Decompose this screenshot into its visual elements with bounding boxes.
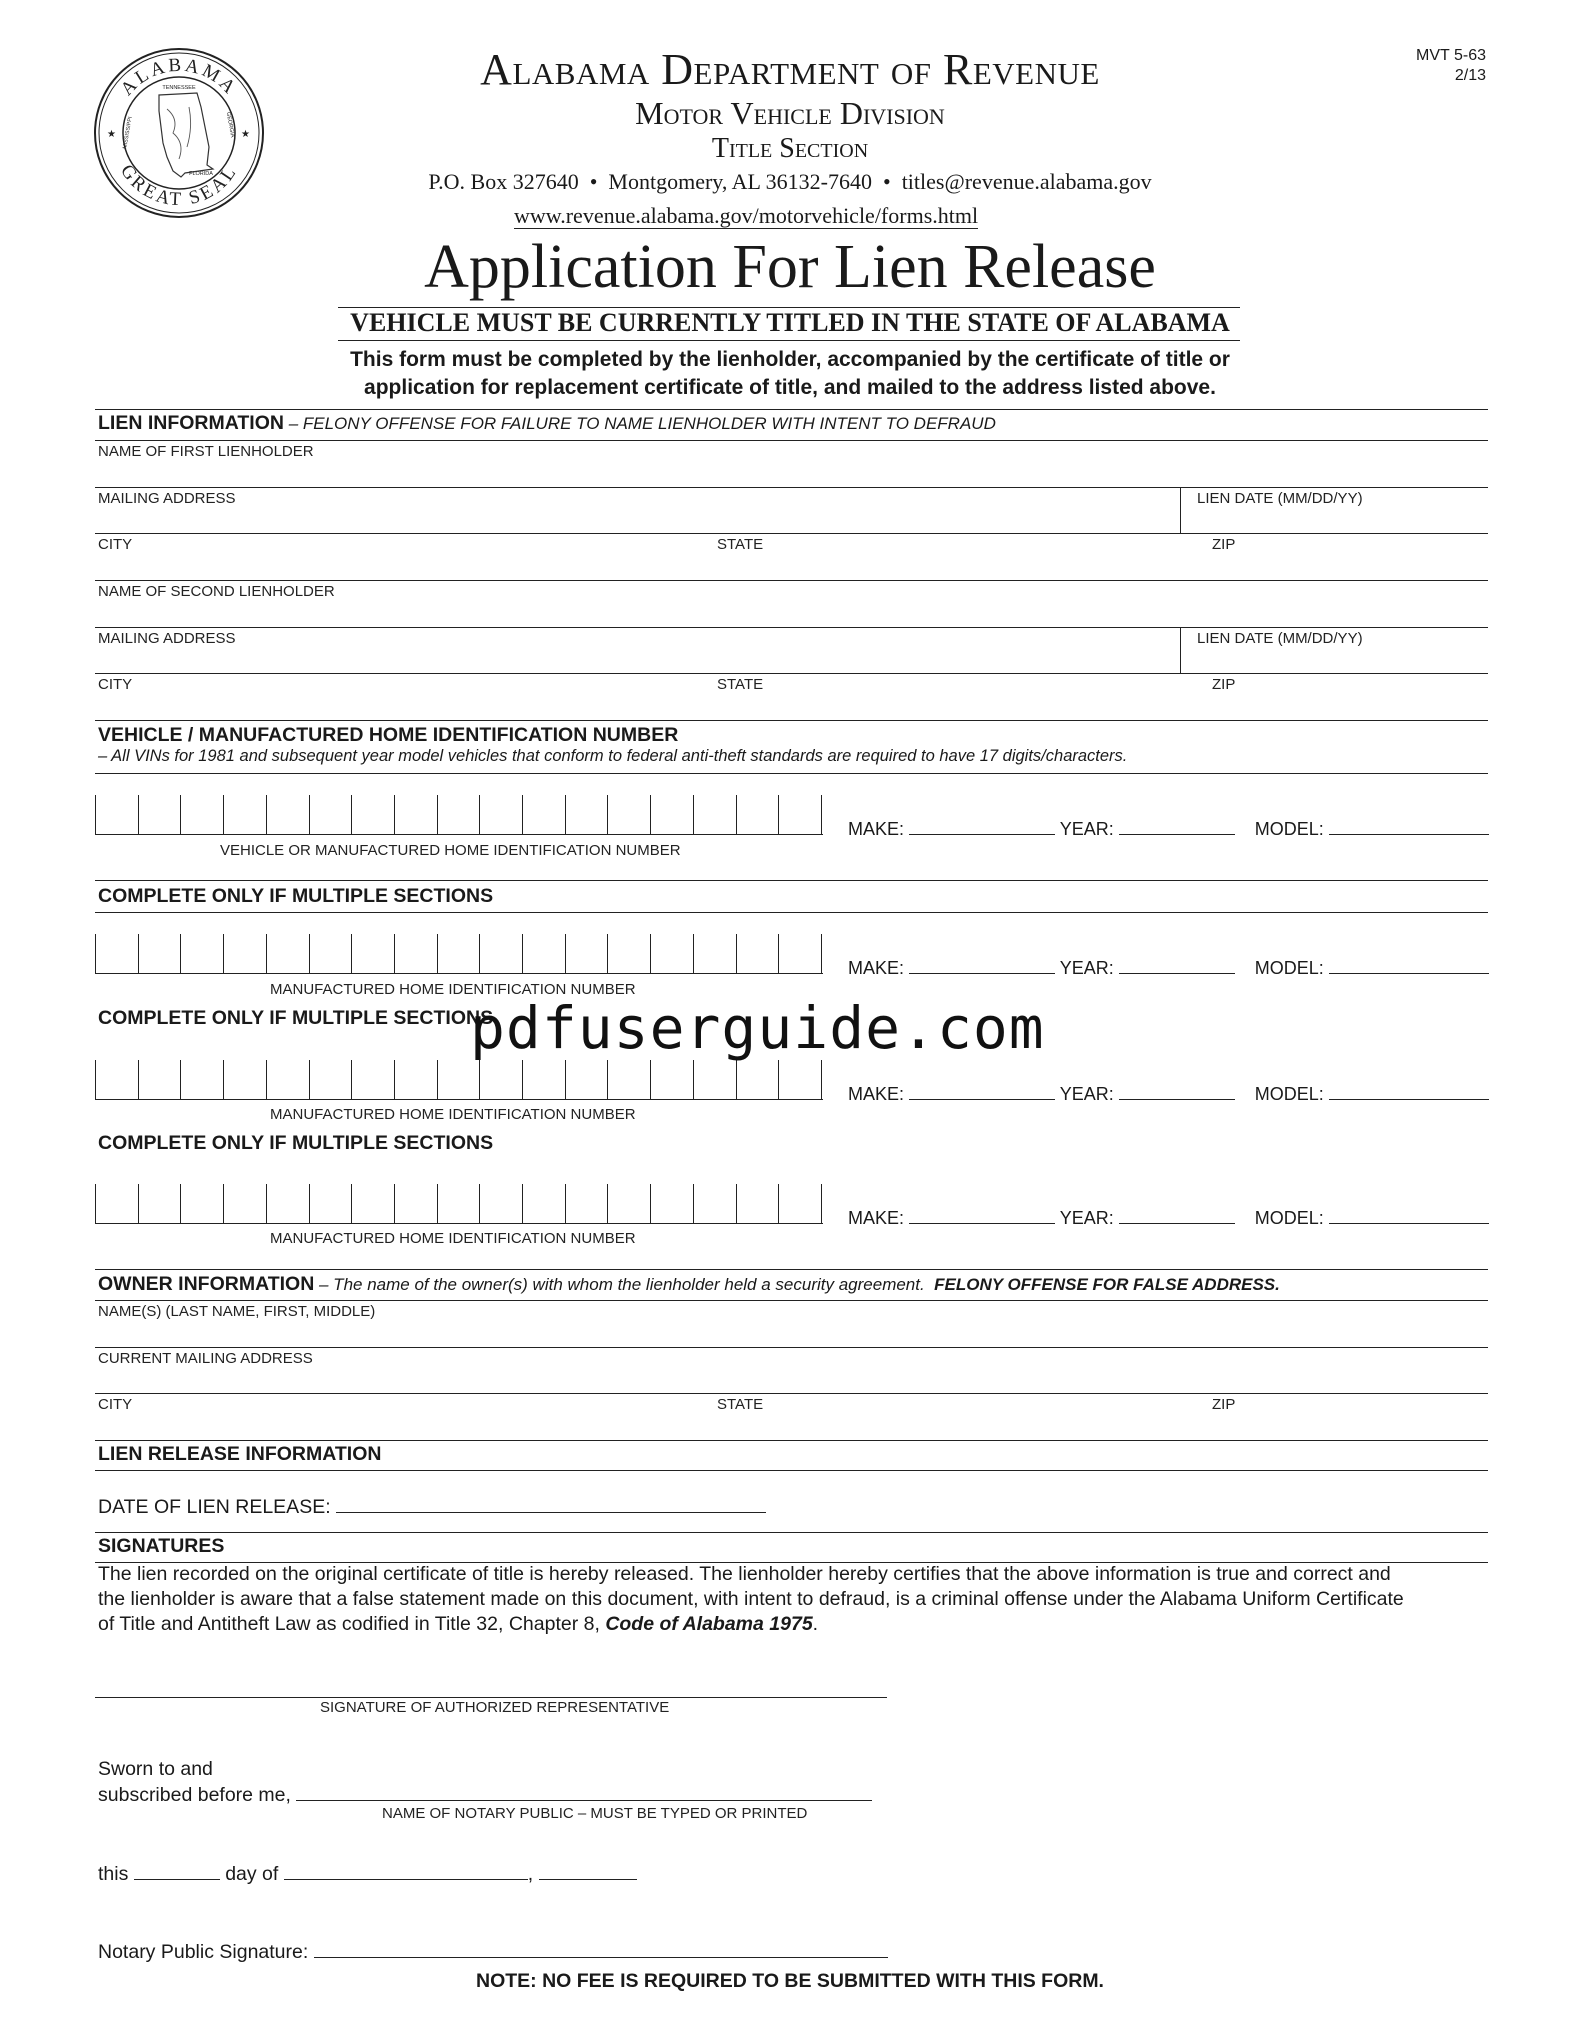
svg-text:MISSISSIPPI: MISSISSIPPI [122, 116, 134, 150]
vin-character-box-divider [479, 1060, 480, 1100]
first-zip-label: ZIP [1212, 536, 1236, 553]
vin-character-box-divider [266, 1184, 267, 1224]
notary-name-caption: NAME OF NOTARY PUBLIC – MUST BE TYPED OR PRINTED [382, 1805, 808, 1822]
no-fee-note: NOTE: NO FEE IS REQUIRED TO BE SUBMITTED WITH THIS FORM. [476, 1970, 1104, 1992]
vin-character-box-divider [821, 1060, 822, 1100]
vin-character-box-divider [479, 1184, 480, 1224]
first-city-label: CITY [98, 536, 133, 553]
vin-character-box-divider [693, 795, 694, 835]
make-field[interactable] [909, 955, 1055, 974]
make-label: MAKE: [848, 958, 905, 978]
vin-character-box-divider [778, 1060, 779, 1100]
mh-id-entry-boxes[interactable] [95, 1184, 823, 1224]
vin-character-box-divider [522, 795, 523, 835]
vin-character-box-divider [95, 1060, 96, 1100]
vin-character-box-divider [394, 1184, 395, 1224]
year-label: YEAR: [1059, 958, 1114, 978]
first-state-field[interactable] [715, 553, 1195, 579]
form-title: Application For Lien Release [424, 233, 1156, 301]
vin-character-box-divider [522, 1060, 523, 1100]
address-line: P.O. Box 327640 • Montgomery, AL 36132-7640 • titles@revenue.alabama.gov [428, 169, 1152, 194]
owner-address-field[interactable] [95, 1367, 1488, 1393]
vin-character-box-divider [138, 934, 139, 974]
certification-line-1: The lien recorded on the original certificate of title is hereby released. The lienholder hereby certifies that the above information is true and correct and [98, 1563, 1391, 1585]
vin-character-box-divider [138, 1184, 139, 1224]
second-zip-label: ZIP [1212, 676, 1236, 693]
vin-character-box-divider [309, 1184, 310, 1224]
lien-release-heading: LIEN RELEASE INFORMATION [98, 1443, 382, 1465]
vin-character-box-divider [693, 1060, 694, 1100]
vin-character-box-divider [693, 1184, 694, 1224]
vin-caption: VEHICLE OR MANUFACTURED HOME IDENTIFICATION NUMBER [220, 842, 681, 859]
mh-id-entry-boxes[interactable] [95, 1060, 823, 1100]
release-date-row [98, 1494, 766, 1519]
multiple-sections-heading: COMPLETE ONLY IF MULTIPLE SECTIONS [98, 885, 494, 907]
second-city-field[interactable] [95, 693, 695, 719]
vin-character-box-divider [138, 1060, 139, 1100]
vin-character-box-divider [650, 934, 651, 974]
vin-character-box-divider [736, 934, 737, 974]
year-label: YEAR: [1059, 819, 1114, 839]
owner-state-field[interactable] [715, 1413, 1195, 1439]
vin-character-box-divider [95, 1184, 96, 1224]
vin-character-box-divider [778, 795, 779, 835]
vin-character-box-divider [95, 934, 96, 974]
vin-character-box-divider [394, 795, 395, 835]
vin-character-box-divider [351, 1184, 352, 1224]
vin-character-box-divider [351, 795, 352, 835]
vin-character-box-divider [437, 934, 438, 974]
vin-character-box-divider [437, 795, 438, 835]
vin-character-box-divider [180, 795, 181, 835]
vin-character-box-divider [351, 1060, 352, 1100]
vin-make-year-model [848, 816, 1489, 840]
vin-character-box-divider [736, 1060, 737, 1100]
vin-character-box-divider [95, 795, 96, 835]
vin-character-box-divider [394, 1060, 395, 1100]
first-lienholder-name-label: NAME OF FIRST LIENHOLDER [98, 443, 314, 460]
lien-info-heading: LIEN INFORMATION – FELONY OFFENSE FOR FAILURE TO NAME LIENHOLDER WITH INTENT TO DEFRAUD [98, 412, 996, 434]
second-lienholder-name-label: NAME OF SECOND LIENHOLDER [98, 583, 335, 600]
sworn-line-2: subscribed before me, [98, 1782, 872, 1807]
certification-line-3: of Title and Antitheft Law as codified in Title 32, Chapter 8, Code of Alabama 1975. [98, 1613, 819, 1635]
website-link[interactable]: www.revenue.alabama.gov/motorvehicle/forms.html [514, 203, 979, 228]
model-field[interactable] [1329, 955, 1489, 974]
form-number: MVT 5-63 [1416, 47, 1486, 64]
vin-character-box-divider [223, 934, 224, 974]
svg-text:ALABAMA: ALABAMA [116, 54, 242, 100]
second-mailing-address-field[interactable] [95, 647, 1175, 673]
vin-character-box-divider [180, 934, 181, 974]
first-zip-field[interactable] [1210, 553, 1488, 579]
model-field[interactable] [1329, 816, 1489, 835]
multiple-sections-heading: COMPLETE ONLY IF MULTIPLE SECTIONS [98, 1132, 494, 1154]
owner-city-field[interactable] [95, 1413, 695, 1439]
year-field[interactable] [1119, 816, 1235, 835]
notary-signature-row: Notary Public Signature: [98, 1939, 888, 1964]
vin-character-box-divider [351, 934, 352, 974]
vin-character-box-divider [565, 795, 566, 835]
mh-make-year-model [848, 1205, 1489, 1229]
vin-character-box-divider [565, 934, 566, 974]
owner-names-field[interactable] [95, 1320, 1488, 1346]
vin-character-box-divider [309, 1060, 310, 1100]
mh-make-year-model [848, 1081, 1489, 1105]
vin-character-box-divider [821, 795, 822, 835]
vin-character-box-divider [607, 795, 608, 835]
vin-character-box-divider [138, 795, 139, 835]
year-label: YEAR: [1059, 1084, 1114, 1104]
model-field[interactable] [1329, 1081, 1489, 1100]
month-field[interactable] [284, 1861, 528, 1880]
vin-character-box-divider [821, 934, 822, 974]
second-state-field[interactable] [715, 693, 1195, 719]
make-field[interactable] [909, 1081, 1055, 1100]
mh-make-year-model [848, 955, 1489, 979]
owner-names-label: NAME(S) (LAST NAME, FIRST, MIDDLE) [98, 1303, 376, 1320]
mh-id-entry-boxes[interactable] [95, 934, 823, 974]
sworn-line-1: Sworn to and [98, 1758, 213, 1780]
year-label: YEAR: [1059, 1208, 1114, 1228]
first-mailing-address-label: MAILING ADDRESS [98, 490, 236, 507]
owner-zip-field[interactable] [1210, 1413, 1488, 1439]
release-date-label: DATE OF LIEN RELEASE: [98, 1496, 331, 1518]
vin-character-box-divider [394, 934, 395, 974]
owner-info-heading: OWNER INFORMATION – The name of the owner(s) with whom the lienholder held a security agreement. FELONY OFFENSE FOR FALSE ADDRESS. [98, 1273, 1280, 1295]
make-label: MAKE: [848, 1208, 905, 1228]
vin-character-box-divider [180, 1184, 181, 1224]
second-zip-field[interactable] [1210, 693, 1488, 719]
release-date-field[interactable] [336, 1494, 766, 1513]
vin-character-box-divider [223, 1060, 224, 1100]
model-label: MODEL: [1254, 958, 1324, 978]
make-label: MAKE: [848, 819, 905, 839]
first-mailing-address-field[interactable] [95, 507, 1175, 533]
vin-entry-boxes[interactable] [95, 795, 823, 835]
second-state-label: STATE [717, 676, 764, 693]
second-mailing-address-label: MAILING ADDRESS [98, 630, 236, 647]
watermark: pdfuserguide.com [470, 994, 1045, 1062]
make-field[interactable] [909, 1205, 1055, 1224]
vin-character-box-divider [479, 934, 480, 974]
section-name: Title Section [711, 133, 869, 164]
svg-text:GEORGIA: GEORGIA [224, 111, 236, 138]
alabama-great-seal [93, 47, 265, 219]
vin-character-box-divider [223, 1184, 224, 1224]
owner-city-label: CITY [98, 1396, 133, 1413]
model-label: MODEL: [1254, 1084, 1324, 1104]
vin-character-box-divider [565, 1184, 566, 1224]
first-state-label: STATE [717, 536, 764, 553]
year-sworn-field[interactable] [539, 1861, 637, 1880]
division-name: Motor Vehicle Division [635, 95, 945, 131]
owner-address-label: CURRENT MAILING ADDRESS [98, 1350, 313, 1367]
first-lien-date-field[interactable] [1183, 507, 1488, 533]
vin-character-box-divider [650, 795, 651, 835]
day-field[interactable] [134, 1861, 220, 1880]
representative-signature-caption: SIGNATURE OF AUTHORIZED REPRESENTATIVE [320, 1699, 670, 1716]
vin-character-box-divider [522, 1184, 523, 1224]
second-lien-date-label: LIEN DATE (MM/DD/YY) [1197, 630, 1363, 647]
representative-signature-field[interactable] [95, 1697, 887, 1698]
vin-character-box-divider [736, 795, 737, 835]
mh-id-caption: MANUFACTURED HOME IDENTIFICATION NUMBER [270, 1230, 636, 1247]
year-field[interactable] [1119, 1205, 1235, 1224]
vin-character-box-divider [266, 1060, 267, 1100]
certification-line-2: the lienholder is aware that a false statement made on this document, with intent to defraud, is a criminal offense under the Alabama Uniform Certificate [98, 1588, 1404, 1610]
vin-character-box-divider [778, 1184, 779, 1224]
notary-signature-field[interactable] [314, 1939, 888, 1958]
instructions-line-2: application for replacement certificate of title, and mailed to the address listed above. [364, 376, 1216, 399]
vin-character-box-divider [607, 1184, 608, 1224]
vin-character-box-divider [650, 1060, 651, 1100]
vin-character-box-divider [565, 1060, 566, 1100]
vin-character-box-divider [223, 795, 224, 835]
svg-text:GREAT SEAL: GREAT SEAL [116, 160, 242, 211]
year-field[interactable] [1119, 1081, 1235, 1100]
vin-heading: VEHICLE / MANUFACTURED HOME IDENTIFICATION NUMBER [98, 724, 679, 746]
mh-id-caption: MANUFACTURED HOME IDENTIFICATION NUMBER [270, 1106, 636, 1123]
vin-character-box-divider [778, 934, 779, 974]
first-lien-date-label: LIEN DATE (MM/DD/YY) [1197, 490, 1363, 507]
vin-character-box-divider [650, 1184, 651, 1224]
owner-state-label: STATE [717, 1396, 764, 1413]
second-lien-date-field[interactable] [1183, 647, 1488, 673]
vin-character-box-divider [522, 934, 523, 974]
first-city-field[interactable] [95, 553, 695, 579]
multiple-sections-heading: COMPLETE ONLY IF MULTIPLE SECTIONS [98, 1007, 494, 1029]
form-subtitle: VEHICLE MUST BE CURRENTLY TITLED IN THE STATE OF ALABAMA [350, 308, 1230, 337]
vin-character-box-divider [607, 934, 608, 974]
model-label: MODEL: [1254, 1208, 1324, 1228]
svg-text:★: ★ [241, 129, 250, 140]
svg-text:FLORIDA: FLORIDA [189, 171, 213, 177]
second-city-label: CITY [98, 676, 133, 693]
mh-id-caption: MANUFACTURED HOME IDENTIFICATION NUMBER [270, 981, 636, 998]
signatures-heading: SIGNATURES [98, 1535, 225, 1557]
instructions-line-1: This form must be completed by the lienholder, accompanied by the certificate of title or [350, 348, 1230, 371]
vin-character-box-divider [693, 934, 694, 974]
vin-character-box-divider [266, 934, 267, 974]
svg-text:TENNESSEE: TENNESSEE [162, 85, 196, 91]
second-lienholder-name-field[interactable] [95, 600, 1488, 626]
vin-character-box-divider [821, 1184, 822, 1224]
notary-name-field[interactable] [296, 1782, 872, 1801]
vin-character-box-divider [479, 795, 480, 835]
form-date: 2/13 [1454, 67, 1486, 84]
first-lienholder-name-field[interactable] [95, 460, 1488, 486]
vin-character-box-divider [266, 795, 267, 835]
vin-character-box-divider [736, 1184, 737, 1224]
make-label: MAKE: [848, 1084, 905, 1104]
make-field[interactable] [909, 816, 1055, 835]
vin-note: – All VINs for 1981 and subsequent year model vehicles that conform to federal anti-theft standards are required to have 17 digits/characters. [98, 747, 1128, 765]
vin-character-box-divider [309, 934, 310, 974]
svg-text:★: ★ [107, 129, 116, 140]
model-field[interactable] [1329, 1205, 1489, 1224]
model-label: MODEL: [1254, 819, 1324, 839]
year-field[interactable] [1119, 955, 1235, 974]
vin-character-box-divider [437, 1184, 438, 1224]
vin-character-box-divider [309, 795, 310, 835]
vin-character-box-divider [180, 1060, 181, 1100]
vin-character-box-divider [607, 1060, 608, 1100]
owner-zip-label: ZIP [1212, 1396, 1236, 1413]
department-name: Alabama Department of Revenue [480, 45, 1100, 94]
date-sworn-row: this day of , [98, 1861, 637, 1886]
vin-character-box-divider [437, 1060, 438, 1100]
